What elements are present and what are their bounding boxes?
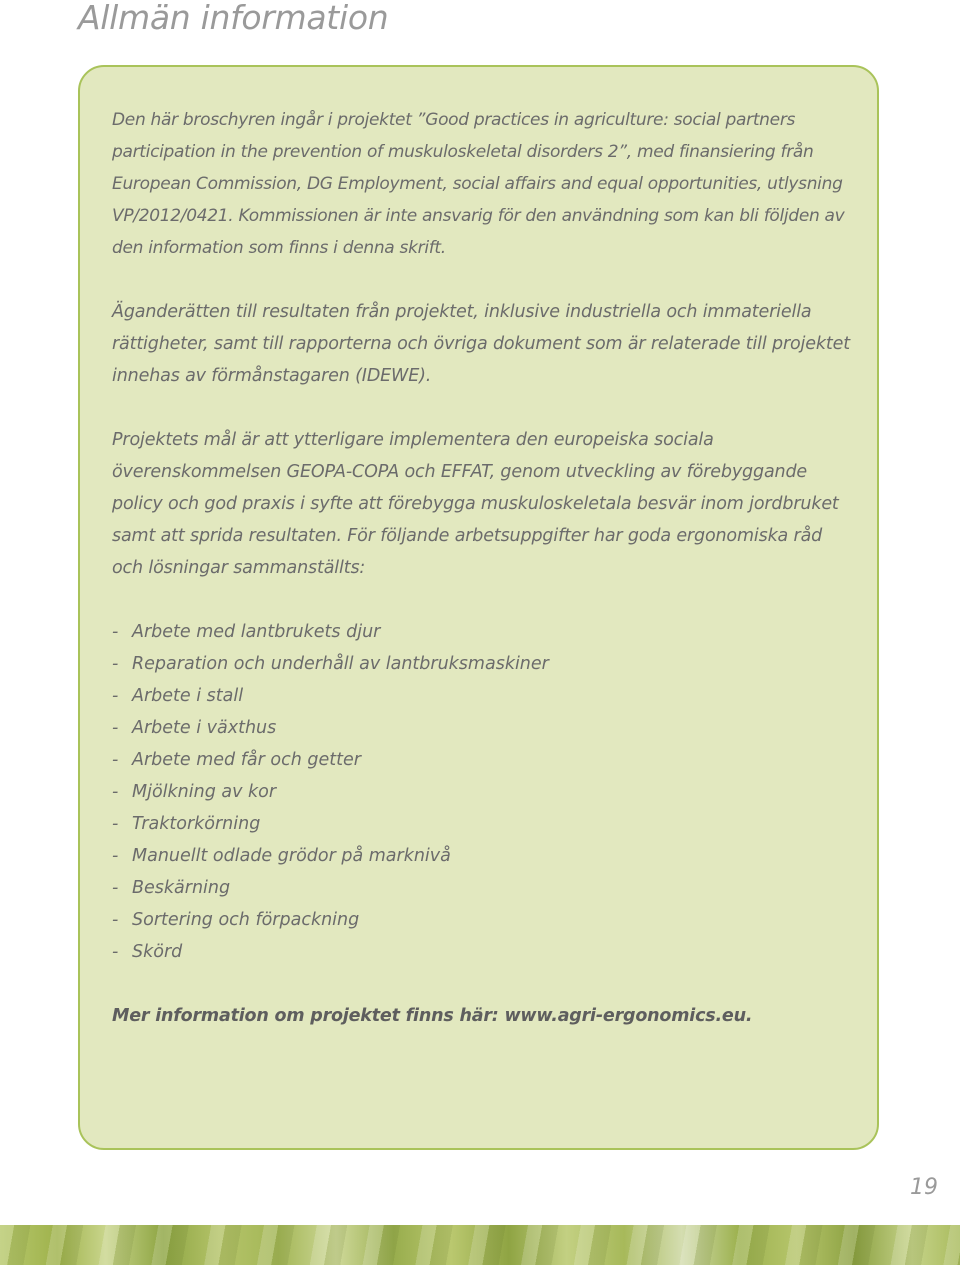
list-item	[112, 904, 857, 936]
info-box	[78, 65, 879, 1150]
list-item	[112, 680, 857, 712]
list-dash: -	[112, 878, 119, 898]
list-dash: -	[112, 654, 119, 674]
task-list	[112, 616, 857, 968]
list-item-label: Arbete med lantbrukets djur	[132, 622, 381, 642]
list-item-label: Mjölkning av kor	[132, 782, 277, 802]
list-item-label: Beskärning	[132, 878, 231, 898]
list-item-label: Reparation och underhåll av lantbruksmaskiner	[132, 654, 549, 674]
list-dash: -	[112, 622, 119, 642]
ownership-paragraph: Äganderätten till resultaten från projektet, inklusive industriella och immateriella rättigheter, samt till rapporterna och övriga dokument som är relaterade till projektet innehas av förmånstagaren (IDEWE).	[112, 302, 850, 386]
list-dash: -	[112, 910, 119, 930]
list-dash: -	[112, 782, 119, 802]
footer-photo-strip	[0, 1225, 960, 1265]
list-item-label: Manuellt odlade grödor på marknivå	[132, 846, 451, 866]
list-item-label: Arbete i stall	[132, 686, 244, 706]
goals-paragraph: Projektets mål är att ytterligare implementera den europeiska sociala överenskommelsen GEOPA-COPA och EFFAT, genom utveckling av förebyggande policy och god praxis i syfte att förebygga muskuloskeletala besvär inom jordbruket samt att sprida resultaten. För följande arbetsuppgifter har goda ergonomiska råd och lösningar sammanställts:	[112, 430, 839, 578]
intro-paragraph: Den här broschyren ingår i projektet ”Good practices in agriculture: social partners participation in the prevention of muskuloskeletal disorders 2”, med finansiering från European Commission, DG Employment, social affairs and equal opportunities, utlysning VP/2012/0421. Kommissionen är inte ansvarig för den användning som kan bli följden av den information som finns i denna skrift.	[112, 110, 845, 258]
list-item	[112, 616, 857, 648]
list-dash: -	[112, 942, 119, 962]
list-item-label: Arbete med får och getter	[132, 750, 361, 770]
list-item	[112, 840, 857, 872]
list-item-label: Skörd	[132, 942, 183, 962]
list-item-label: Traktorkörning	[132, 814, 261, 834]
list-dash: -	[112, 686, 119, 706]
list-item	[112, 936, 857, 968]
list-item-label: Sortering och förpackning	[132, 910, 360, 930]
info-box-content	[112, 104, 857, 1064]
list-dash: -	[112, 846, 119, 866]
list-dash: -	[112, 814, 119, 834]
list-item	[112, 872, 857, 904]
list-item	[112, 744, 857, 776]
list-item	[112, 808, 857, 840]
list-item	[112, 712, 857, 744]
list-item	[112, 648, 857, 680]
page-number: 19	[910, 1175, 938, 1200]
list-item	[112, 776, 857, 808]
more-info-text: Mer information om projektet finns här: www.agri-ergonomics.eu.	[112, 1006, 753, 1026]
page-title: Allmän information	[78, 0, 389, 37]
list-dash: -	[112, 718, 119, 738]
list-dash: -	[112, 750, 119, 770]
list-item-label: Arbete i växthus	[132, 718, 277, 738]
